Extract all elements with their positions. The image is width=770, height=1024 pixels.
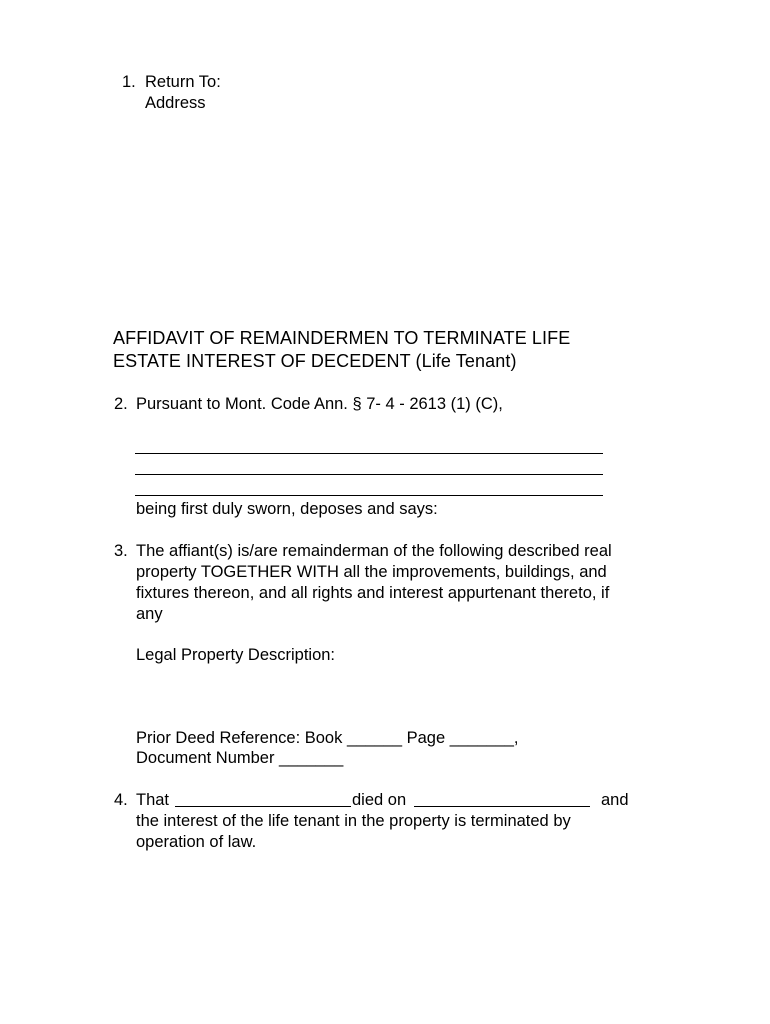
section-number-1: 1. — [122, 73, 136, 91]
decedent-name-line[interactable] — [175, 806, 351, 807]
affiant-name-line-1[interactable] — [135, 453, 603, 454]
affiant-name-line-3[interactable] — [135, 495, 603, 496]
pursuant-text: Pursuant to Mont. Code Ann. § 7- 4 - 2613 (1) (C), — [136, 395, 503, 413]
section-4-line-3: operation of law. — [136, 833, 257, 851]
date-of-death-line[interactable] — [414, 806, 590, 807]
title-line-2: ESTATE INTEREST OF DECEDENT (Life Tenant) — [113, 351, 517, 371]
that-label: That — [136, 791, 170, 809]
section-3-line-3: fixtures thereon, and all rights and interest appurtenant thereto, if — [136, 584, 610, 602]
and-label: and — [601, 791, 629, 809]
return-to-label: Return To: — [145, 73, 221, 91]
prior-deed-reference: Prior Deed Reference: Book ______ Page _______, — [136, 729, 519, 747]
sworn-text: being first duly sworn, deposes and says: — [136, 500, 438, 518]
section-number-3: 3. — [114, 542, 128, 560]
section-3-line-4: any — [136, 605, 163, 623]
document-number: Document Number _______ — [136, 749, 344, 767]
section-4-line-2: the interest of the life tenant in the property is terminated by — [136, 812, 571, 830]
section-3-line-1: The affiant(s) is/are remainderman of the following described real — [136, 542, 612, 560]
died-on-label: died on — [352, 791, 407, 809]
section-3-line-2: property TOGETHER WITH all the improvements, buildings, and — [136, 563, 607, 581]
legal-description-label: Legal Property Description: — [136, 646, 336, 664]
address-label: Address — [145, 94, 206, 112]
section-number-4: 4. — [114, 791, 128, 809]
section-number-2: 2. — [114, 395, 128, 413]
affiant-name-line-2[interactable] — [135, 474, 603, 475]
title-line-1: AFFIDAVIT OF REMAINDERMEN TO TERMINATE LIFE — [113, 328, 571, 348]
